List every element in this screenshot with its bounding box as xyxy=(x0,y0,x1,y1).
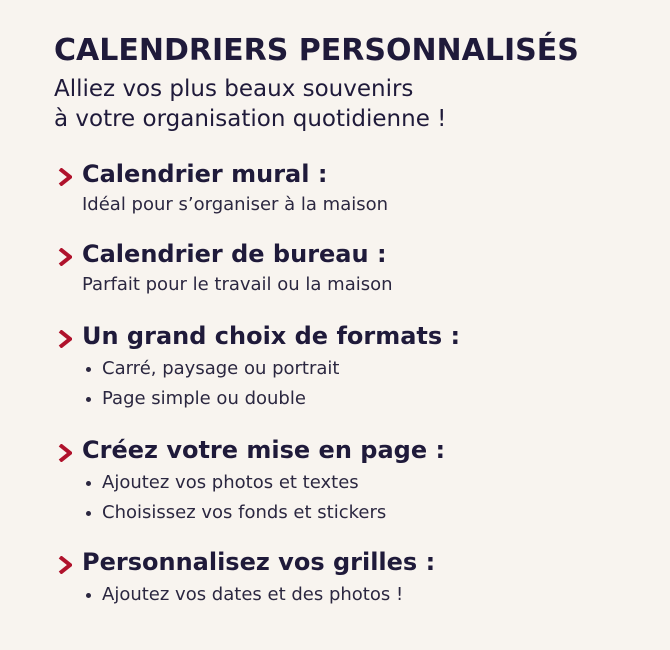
bullet-dot-icon xyxy=(86,593,91,598)
list-item xyxy=(82,354,654,384)
chevron-right-icon xyxy=(58,248,72,266)
bullet-dot-icon xyxy=(86,397,91,402)
bullet-dot-icon xyxy=(86,511,91,516)
feature-description: Parfait pour le travail ou la maison xyxy=(82,274,393,295)
subtitle-line-2: à votre organisation quotidienne ! xyxy=(54,106,447,132)
feature-layout xyxy=(54,434,654,546)
list-item-text: Page simple ou double xyxy=(102,388,306,409)
feature-description: Idéal pour s’organiser à la maison xyxy=(82,194,389,215)
list-item xyxy=(82,384,654,414)
feature-title: Un grand choix de formats : xyxy=(82,322,461,350)
list-item-text: Ajoutez vos photos et textes xyxy=(102,472,359,493)
bullet-dot-icon xyxy=(86,481,91,486)
list-item xyxy=(82,580,654,610)
feature-desk-calendar xyxy=(54,238,654,320)
list-item-text: Ajoutez vos dates et des photos ! xyxy=(102,584,404,605)
bullet-list xyxy=(82,354,654,414)
chevron-right-icon xyxy=(58,330,72,348)
list-item xyxy=(82,498,654,528)
feature-title: Calendrier de bureau : xyxy=(82,240,387,268)
list-item-text: Choisissez vos fonds et stickers xyxy=(102,502,387,523)
feature-title: Calendrier mural : xyxy=(82,160,328,188)
list-item xyxy=(82,468,654,498)
feature-title: Créez votre mise en page : xyxy=(82,436,446,464)
feature-title: Personnalisez vos grilles : xyxy=(82,548,436,576)
page-title: CALENDRIERS PERSONNALISÉS xyxy=(54,33,579,68)
subtitle-line-1: Alliez vos plus beaux souvenirs xyxy=(54,76,414,102)
chevron-right-icon xyxy=(58,444,72,462)
bullet-dot-icon xyxy=(86,367,91,372)
chevron-right-icon xyxy=(58,168,72,186)
bullet-list xyxy=(82,468,654,528)
page-subtitle xyxy=(54,74,654,134)
feature-formats xyxy=(54,320,654,434)
feature-wall-calendar xyxy=(54,158,654,238)
list-item-text: Carré, paysage ou portrait xyxy=(102,358,340,379)
chevron-right-icon xyxy=(58,556,72,574)
calendar-promo-panel xyxy=(54,34,654,616)
feature-grids xyxy=(54,546,654,616)
feature-list xyxy=(54,158,654,616)
bullet-list xyxy=(82,580,654,610)
